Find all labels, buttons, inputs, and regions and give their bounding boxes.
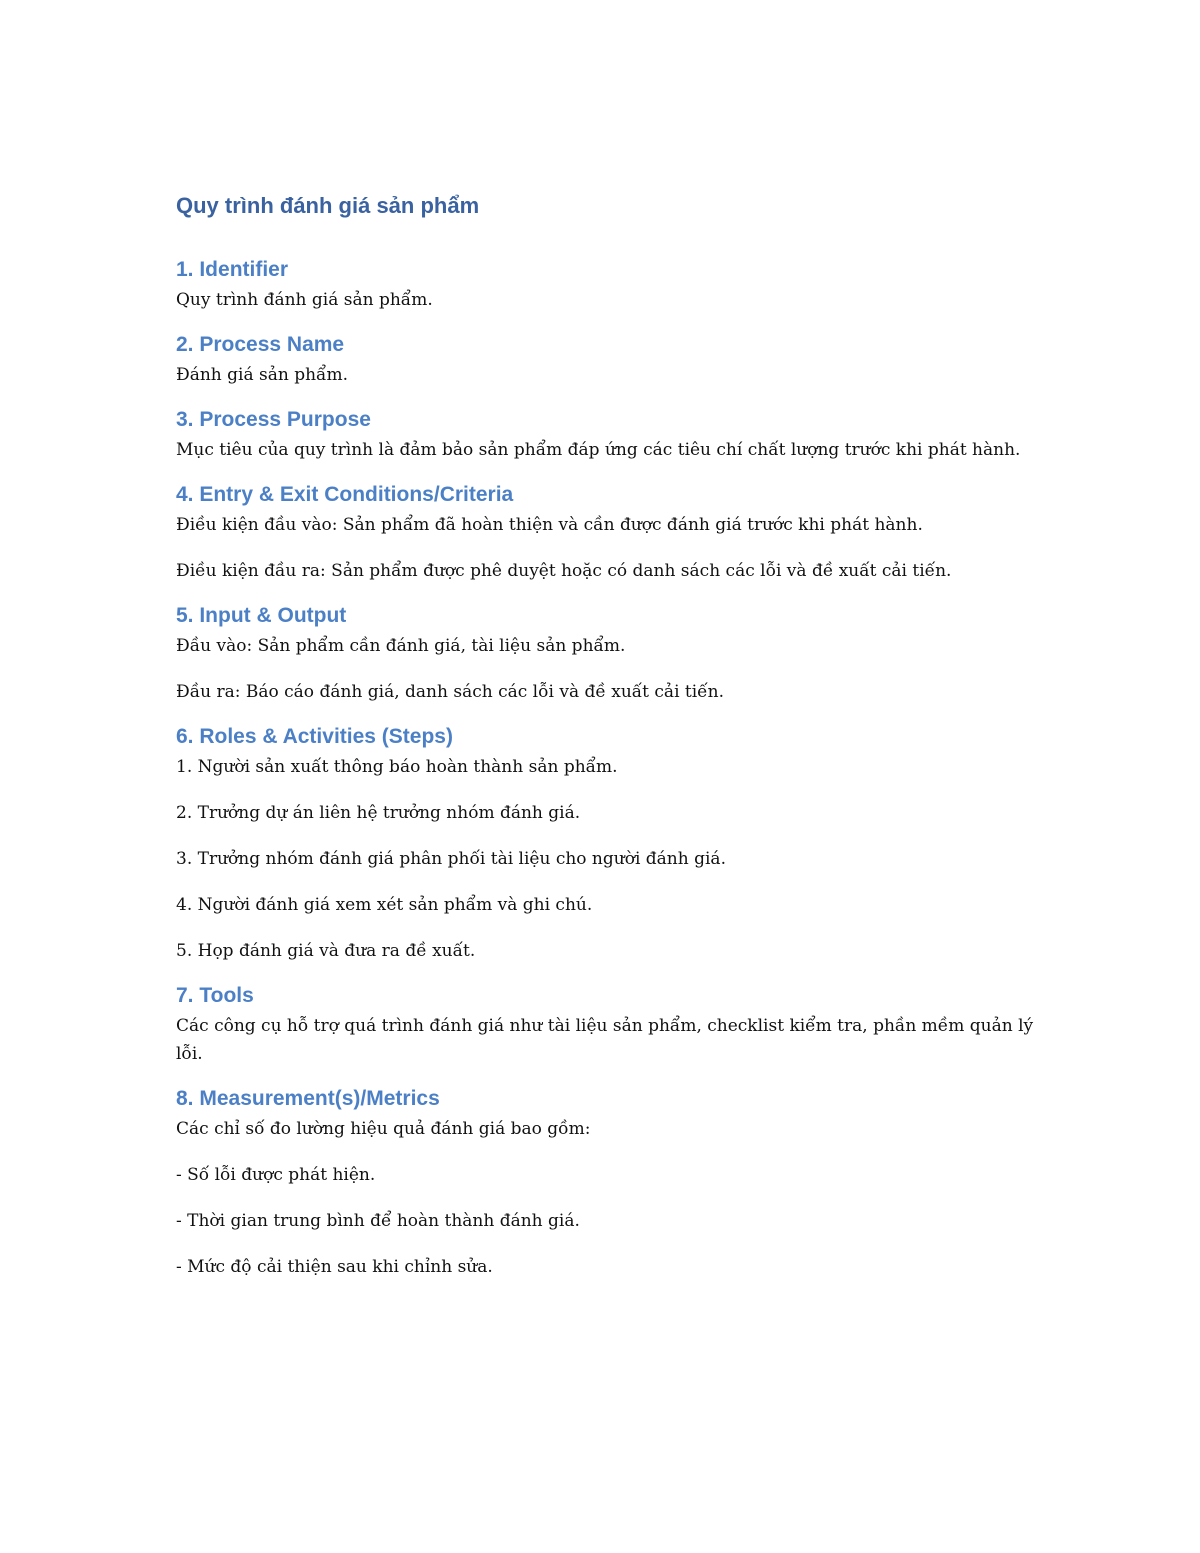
section-heading: 3. Process Purpose <box>176 408 371 431</box>
section-paragraph: Quy trình đánh giá sản phẩm. <box>176 290 433 310</box>
section-paragraph: Các công cụ hỗ trợ quá trình đánh giá như tài liệu sản phẩm, checklist kiểm tra, phần mềm quản lý lỗi. <box>176 1016 1034 1064</box>
document-title: Quy trình đánh giá sản phẩm <box>176 193 480 218</box>
section-input-output <box>176 600 1036 706</box>
section-process-name <box>176 329 1036 389</box>
section-tools <box>176 980 1036 1068</box>
section-paragraph: Các chỉ số đo lường hiệu quả đánh giá bao gồm: <box>176 1119 591 1139</box>
section-heading: 4. Entry & Exit Conditions/Criteria <box>176 483 514 506</box>
step-item: 4. Người đánh giá xem xét sản phẩm và ghi chú. <box>176 895 593 915</box>
section-paragraph: Mục tiêu của quy trình là đảm bảo sản phẩm đáp ứng các tiêu chí chất lượng trước khi phát hành. <box>176 440 1021 460</box>
step-item: 1. Người sản xuất thông báo hoàn thành sản phẩm. <box>176 757 618 777</box>
section-roles-activities <box>176 721 1036 965</box>
document-page <box>176 188 1036 1296</box>
section-metrics <box>176 1083 1036 1281</box>
section-paragraph: Đánh giá sản phẩm. <box>176 365 349 385</box>
step-item: 2. Trưởng dự án liên hệ trưởng nhóm đánh giá. <box>176 803 581 823</box>
section-paragraph: Điều kiện đầu ra: Sản phẩm được phê duyệt hoặc có danh sách các lỗi và đề xuất cải tiến. <box>176 561 952 581</box>
section-heading: 7. Tools <box>176 984 254 1007</box>
section-heading: 5. Input & Output <box>176 604 347 627</box>
metric-item: - Mức độ cải thiện sau khi chỉnh sửa. <box>176 1257 493 1277</box>
step-item: 3. Trưởng nhóm đánh giá phân phối tài liệu cho người đánh giá. <box>176 849 726 869</box>
section-process-purpose <box>176 404 1036 464</box>
section-identifier <box>176 254 1036 314</box>
section-entry-exit-conditions <box>176 479 1036 585</box>
metric-item: - Thời gian trung bình để hoàn thành đánh giá. <box>176 1211 580 1231</box>
section-heading: 8. Measurement(s)/Metrics <box>176 1087 440 1110</box>
section-heading: 2. Process Name <box>176 333 345 356</box>
step-item: 5. Họp đánh giá và đưa ra đề xuất. <box>176 941 476 961</box>
section-paragraph: Đầu vào: Sản phẩm cần đánh giá, tài liệu sản phẩm. <box>176 636 626 656</box>
section-paragraph: Đầu ra: Báo cáo đánh giá, danh sách các lỗi và đề xuất cải tiến. <box>176 682 724 702</box>
section-heading: 6. Roles & Activities (Steps) <box>176 725 453 748</box>
section-heading: 1. Identifier <box>176 258 289 281</box>
section-paragraph: Điều kiện đầu vào: Sản phẩm đã hoàn thiện và cần được đánh giá trước khi phát hành. <box>176 515 923 535</box>
metric-item: - Số lỗi được phát hiện. <box>176 1165 376 1185</box>
